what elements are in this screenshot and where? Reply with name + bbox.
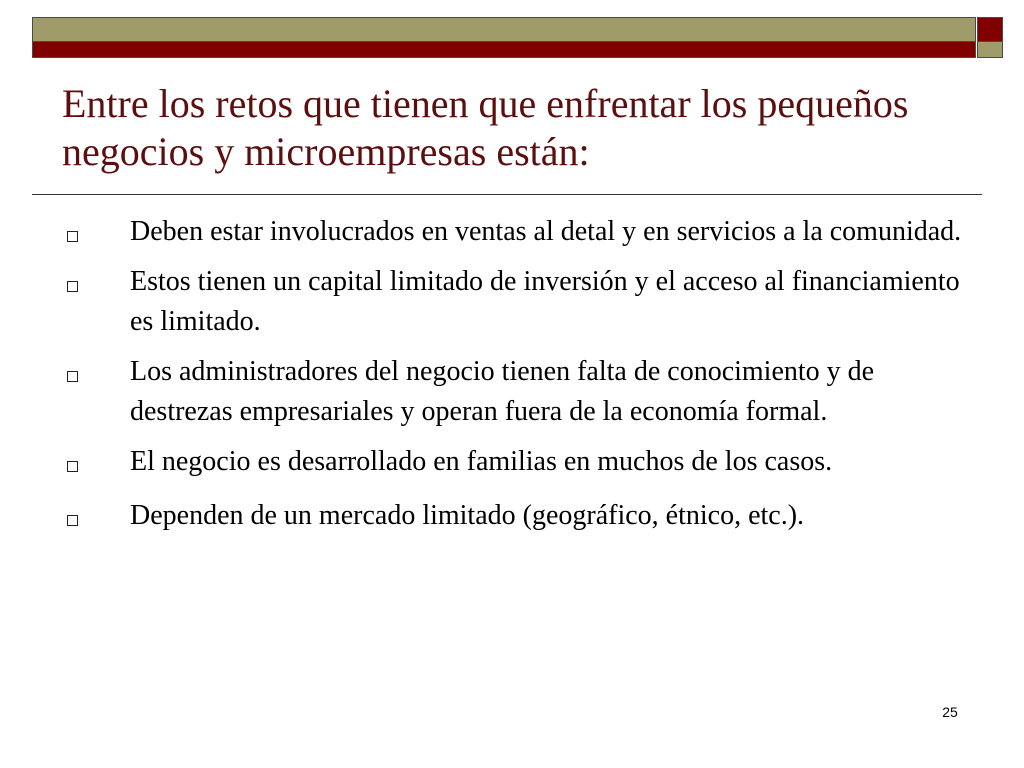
header-olive-square: [977, 42, 1003, 58]
hollow-square-bullet-icon: [67, 231, 78, 242]
hollow-square-bullet-icon: [67, 461, 78, 472]
bullet-text: El negocio es desarrollado en familias en muchos de los casos.: [130, 446, 833, 477]
bullet-item: [64, 496, 964, 536]
bullet-item: [64, 442, 964, 482]
hollow-square-bullet-icon: [67, 281, 78, 292]
bullet-text: Los administradores del negocio tienen falta de conocimiento y de destrezas empresariales y operan fuera de la economía formal.: [130, 356, 875, 427]
bullet-list: [64, 212, 964, 546]
title-divider: [32, 194, 982, 195]
header-maroon-square: [977, 17, 1003, 42]
bullet-text: Estos tienen un capital limitado de inversión y el acceso al financiamiento es limitado.: [130, 266, 960, 337]
slide-title: Entre los retos que tienen que enfrentar los pequeños negocios y microempresas están:: [62, 81, 909, 174]
bullet-item: [64, 352, 964, 432]
hollow-square-bullet-icon: [67, 515, 78, 526]
header-olive-bar: [32, 17, 976, 42]
page-number: 25: [942, 704, 958, 720]
bullet-text: Dependen de un mercado limitado (geográfico, étnico, etc.).: [130, 500, 805, 531]
header-maroon-bar: [32, 42, 976, 58]
hollow-square-bullet-icon: [67, 371, 78, 382]
bullet-item: [64, 262, 964, 342]
bullet-item: [64, 212, 964, 252]
bullet-text: Deben estar involucrados en ventas al detal y en servicios a la comunidad.: [130, 216, 962, 247]
